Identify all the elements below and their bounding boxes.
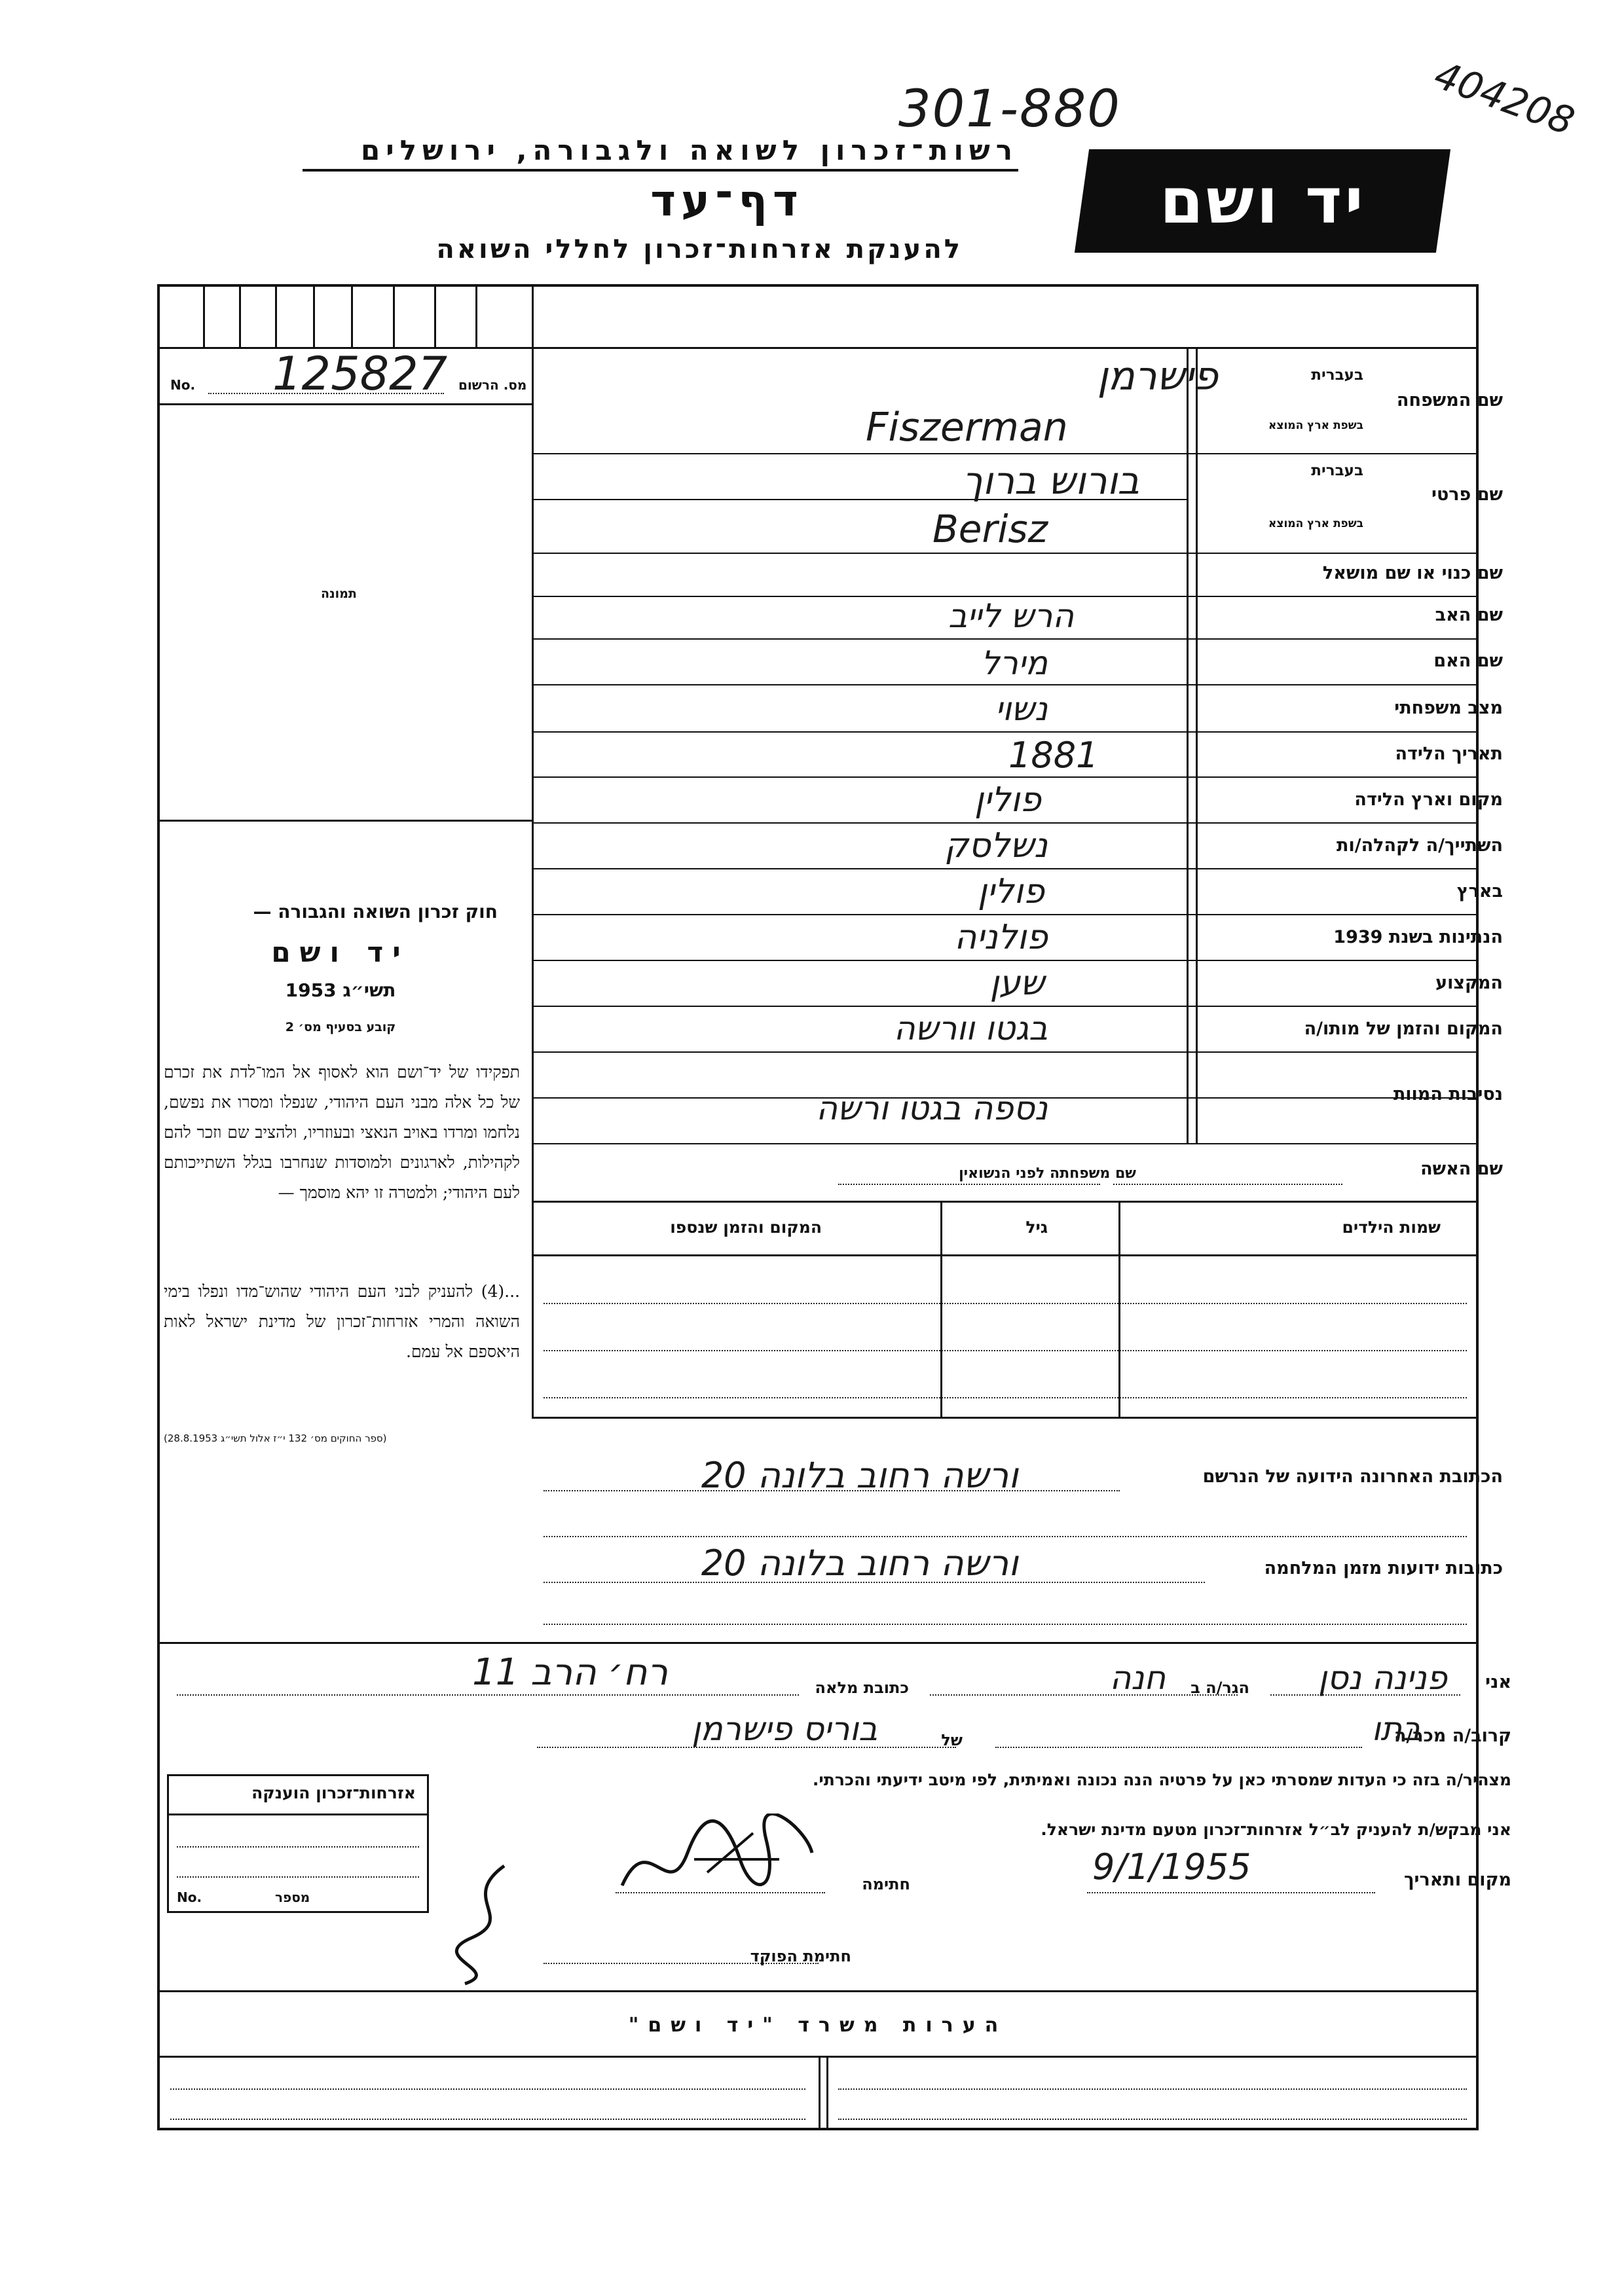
community-value: נשלסק [944, 826, 1048, 866]
field-sub-hebrew-2: בעברית [1311, 462, 1363, 479]
form-subtitle: להענקת אזרחות־זכרון לחללי השואה [436, 234, 963, 264]
declaration-text-2: אני מבקש/ת להעניק לב״ל אזרחות־זכרון מטעם מדינת ישראל. [1041, 1820, 1511, 1839]
field-label-given-name: שם פרטי [1431, 484, 1503, 505]
field-label-father-name: שם האב [1435, 605, 1503, 625]
field-sub-hebrew-1: בעברית [1311, 367, 1363, 384]
registration-no-label: No. [170, 377, 196, 393]
declarant-relative-value: בתו [1371, 1710, 1421, 1748]
birth-date-value: 1881 [1008, 735, 1099, 776]
photo-label: תמונה [321, 587, 357, 601]
authority-underline [303, 169, 1018, 172]
country-value: פולין [978, 872, 1044, 911]
form-title: דף־עד [650, 175, 803, 226]
spouse-maiden-label: שם משפחתה לפני הנשואין [959, 1165, 1136, 1182]
father-name-value: הרש לייב [948, 597, 1074, 635]
officer-signature [445, 1859, 524, 1990]
death-place-time-value: בגטו וורשה [893, 1010, 1048, 1048]
declarant-resides-label: הגר/ה ב [1190, 1679, 1249, 1697]
office-notes-title: הערות משרד "יד ושם" [628, 2014, 1008, 2037]
place-date-label: מקום ותאריך [1403, 1870, 1511, 1890]
last-address-label: הכתובת האחרונה הידועה של הנרשם [1202, 1467, 1503, 1487]
citizenship-box-no-label: No. [177, 1889, 202, 1905]
children-header-names: שמות הילדים [1342, 1218, 1441, 1237]
law-paragraph-2: ...(4) להעניק לבני העם היהודי שהוש־מדו ונפלו בימי השואה והמרי אזרחות־זכרון של מדינת ישראל לאות היאספם אל עמם. [164, 1282, 520, 1361]
registration-number-value: 125827 [272, 347, 448, 401]
declarant-resides-value: חנה [1109, 1659, 1166, 1697]
field-label-nickname: שם כנוי או שם מושאל [1322, 563, 1503, 583]
last-address-value: ורשה רחוב בלונה 20 [701, 1455, 1018, 1496]
place-date-value: 9/1/1955 [1092, 1846, 1251, 1887]
citizenship-box-number-label: מספר [275, 1889, 310, 1905]
field-sub-origin-2: בשפת ארץ המוצא [1268, 517, 1363, 530]
field-label-marital-status: מצב משפחתי [1394, 698, 1503, 718]
law-section: קובע בסעיף מס׳ 2 [285, 1020, 396, 1034]
declaration-text-1: מצהיר/ה בזה כי העדות שמסרתי כאן על פרטיה הנה נכונה ואמיתית, לפי מיטב ידיעתי והכרתי. [812, 1770, 1511, 1789]
field-label-death-place-time: המקום והזמן של מותו/ה [1304, 1019, 1503, 1039]
declarant-of-label: של [941, 1731, 963, 1749]
officer-signature-label: חתימת הפוקד [750, 1947, 851, 1965]
law-year: תשי״ג 1953 [285, 979, 396, 1001]
field-label-birth-date: תאריך הלידה [1395, 744, 1503, 764]
children-header-place-time: המקום והזמן שנספו [670, 1218, 822, 1237]
spouse-label: שם האשה [1420, 1159, 1503, 1179]
corner-handwritten-number: 404208 [1428, 52, 1581, 144]
declarant-address-label: כתובת מלאה [815, 1679, 909, 1697]
field-label-birth-place: מקום וארץ הלידה [1354, 790, 1503, 810]
war-address-value: ורשה רחוב בלונה 20 [701, 1542, 1018, 1584]
field-label-profession: המקצוע [1435, 973, 1503, 993]
field-label-death-circumstances: נסיבות המוות [1393, 1084, 1503, 1104]
yad-vashem-logo: יד ושם [1075, 149, 1450, 253]
field-label-family-name: שם המשפחה [1396, 390, 1503, 410]
declarant-address-value: רח׳ הרב 11 [472, 1651, 668, 1694]
field-label-nationality-1939: הנתינות בשנת 1939 [1333, 927, 1503, 947]
nationality-1939-value: פולניה [954, 918, 1048, 957]
birth-place-value: פולין [974, 780, 1041, 820]
field-label-community: השתייך/ה לקהלה/ות [1337, 835, 1503, 856]
field-label-country: בארץ [1456, 881, 1503, 902]
family-name-hebrew-value: פישרמן [1097, 354, 1218, 399]
mother-name-value: מירל [981, 644, 1048, 682]
declarant-signature [609, 1813, 825, 1905]
law-footnote: (ספר החוקים מס׳ 132 י״ז אלול תשי״ג 28.8.1953) [164, 1432, 387, 1444]
registration-number-label: מס. הרשום [458, 377, 527, 393]
family-name-latin-value: Fiszerman [866, 405, 1068, 450]
death-circumstances-value: נספה בגטו ורשה [816, 1089, 1048, 1127]
given-name-hebrew-value: בורוש ברוך [962, 458, 1139, 503]
law-paragraph-1: תפקידו של יד־ושם הוא לאסוף אל המו־לדת את זכרם של כל אלה מבני העם היהודי, שנפלו ומסרו את נפשם, נלחמו ומרדו באויב הנאצי ובעוזריו, ולהציב שם וזכר להם לקהילות, לארגונים ולמוסדות שנחרבו בגלל השתייכותם לעם היהודי; ולמטרה זו יהא מוסמך — [164, 1063, 520, 1202]
law-title: חוק זכרון השואה והגבורה — [253, 901, 498, 922]
authority-line: רשות־זכרון לשואה ולגבורה, ירושלים [360, 134, 1018, 166]
marital-status-value: נשוי [995, 690, 1048, 728]
archive-reference-number: 301-880 [898, 80, 1121, 139]
field-label-mother-name: שם האם [1433, 651, 1503, 671]
war-address-label: כתובות ידועות מזמן המלחמה [1264, 1558, 1503, 1578]
field-sub-origin-1: בשפת ארץ המוצא [1268, 419, 1363, 432]
declarant-i-label: אני [1485, 1672, 1511, 1692]
signature-label: חתימה [862, 1875, 910, 1893]
given-name-latin-value: Berisz [932, 507, 1048, 551]
declarant-name-value: פנינה נסן [1318, 1659, 1447, 1697]
declarant-of-value: בוריס פישרמן [692, 1710, 877, 1748]
declarant-relative-label: קרוב/ה מכר/ה [1393, 1726, 1511, 1746]
profession-value: שען [989, 964, 1044, 1003]
law-name: יד ושם [271, 936, 410, 968]
children-header-age: גיל [1025, 1218, 1048, 1237]
citizenship-box-title: אזרחות־זכרון הוענקה [251, 1783, 416, 1802]
